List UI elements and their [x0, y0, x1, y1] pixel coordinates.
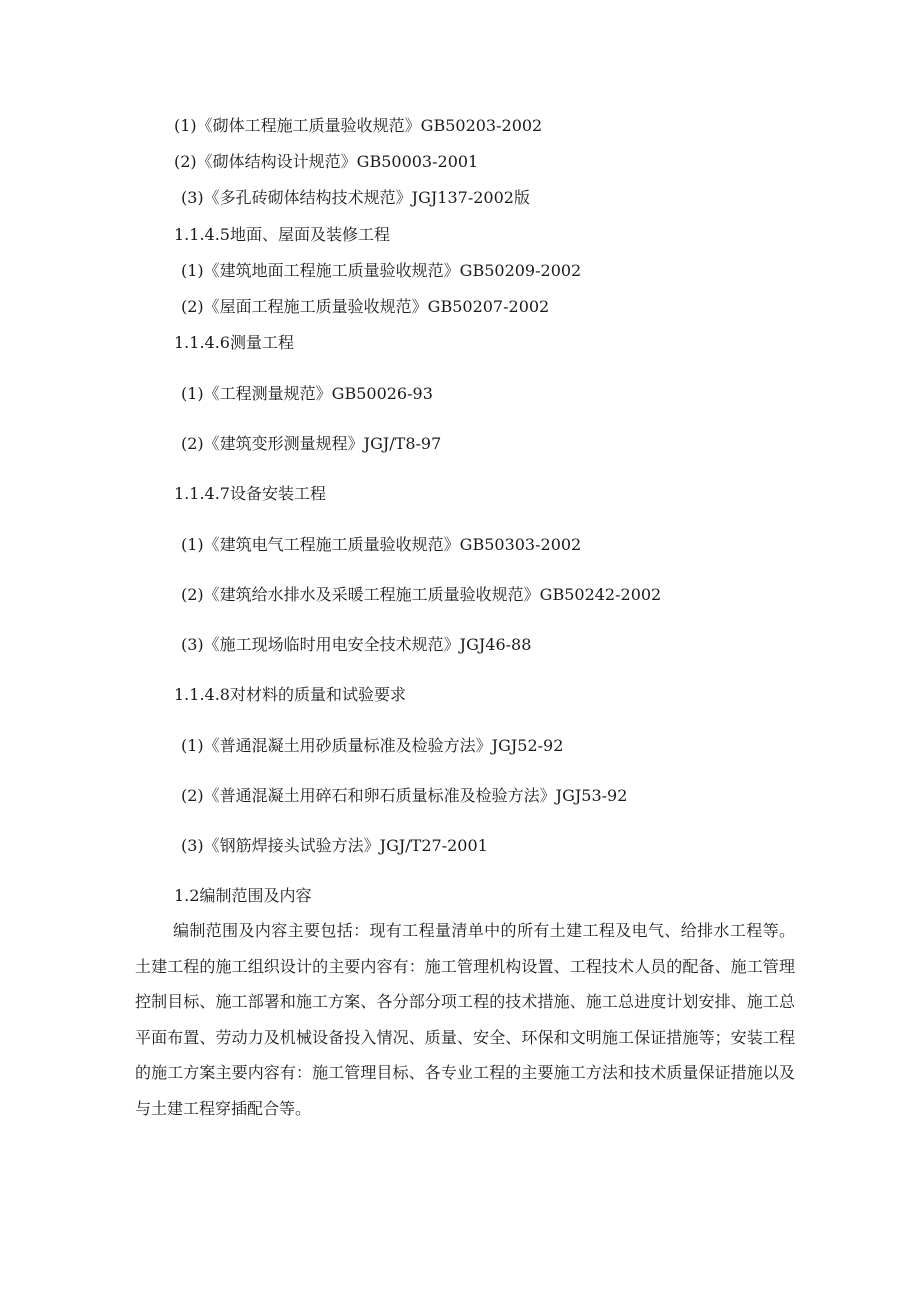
section-heading-1-1-4-5: 1.1.4.5地面、屋面及装修工程: [174, 225, 390, 244]
standard-item-sand-quality: (1)《普通混凝土用砂质量标准及检验方法》JGJ52-92: [181, 736, 564, 755]
standard-item-rebar-weld-test: (3)《钢筋焊接头试验方法》JGJ/T27-2001: [181, 836, 488, 855]
standard-item-electrical-quality: (1)《建筑电气工程施工质量验收规范》GB50303-2002: [181, 535, 582, 554]
standard-item-masonry-design: (2)《砌体结构设计规范》GB50003-2001: [174, 152, 479, 171]
standard-item-temporary-power: (3)《施工现场临时用电安全技术规范》JGJ46-88: [181, 635, 532, 654]
section-heading-1-2: 1.2编制范围及内容: [174, 886, 312, 905]
standard-item-perforated-brick: (3)《多孔砖砌体结构技术规范》JGJ137-2002版: [181, 188, 530, 207]
section-heading-1-1-4-7: 1.1.4.7设备安装工程: [174, 484, 326, 503]
standard-item-gravel-quality: (2)《普通混凝土用碎石和卵石质量标准及检验方法》JGJ53-92: [181, 786, 628, 805]
standard-item-plumbing-quality: (2)《建筑给水排水及采暖工程施工质量验收规范》GB50242-2002: [181, 585, 662, 604]
standard-item-survey: (1)《工程测量规范》GB50026-93: [181, 384, 433, 403]
standard-item-floor-quality: (1)《建筑地面工程施工质量验收规范》GB50209-2002: [181, 261, 582, 280]
standard-item-masonry-quality: (1)《砌体工程施工质量验收规范》GB50203-2002: [174, 116, 543, 135]
standard-item-roof-quality: (2)《屋面工程施工质量验收规范》GB50207-2002: [181, 297, 550, 316]
scope-paragraph: 编制范围及内容主要包括：现有工程量清单中的所有土建工程及电气、给排水工程等。土建工程的施工组织设计的主要内容有：施工管理机构设置、工程技术人员的配备、施工管理控制目标、施工部署和施工方案、各分部分项工程的技术措施、施工总进度计划安排、施工总平面布置、劳动力及机械设备投入情况、质量、安全、环保和文明施工保证措施等；安装工程的施工方案主要内容有：施工管理目标、各专业工程的主要施工方法和技术质量保证措施以及与土建工程穿插配合等。: [135, 921, 795, 1118]
standard-item-deformation-survey: (2)《建筑变形测量规程》JGJ/T8-97: [181, 434, 442, 453]
section-heading-1-1-4-6: 1.1.4.6测量工程: [174, 333, 294, 352]
section-heading-1-1-4-8: 1.1.4.8对材料的质量和试验要求: [174, 685, 406, 704]
